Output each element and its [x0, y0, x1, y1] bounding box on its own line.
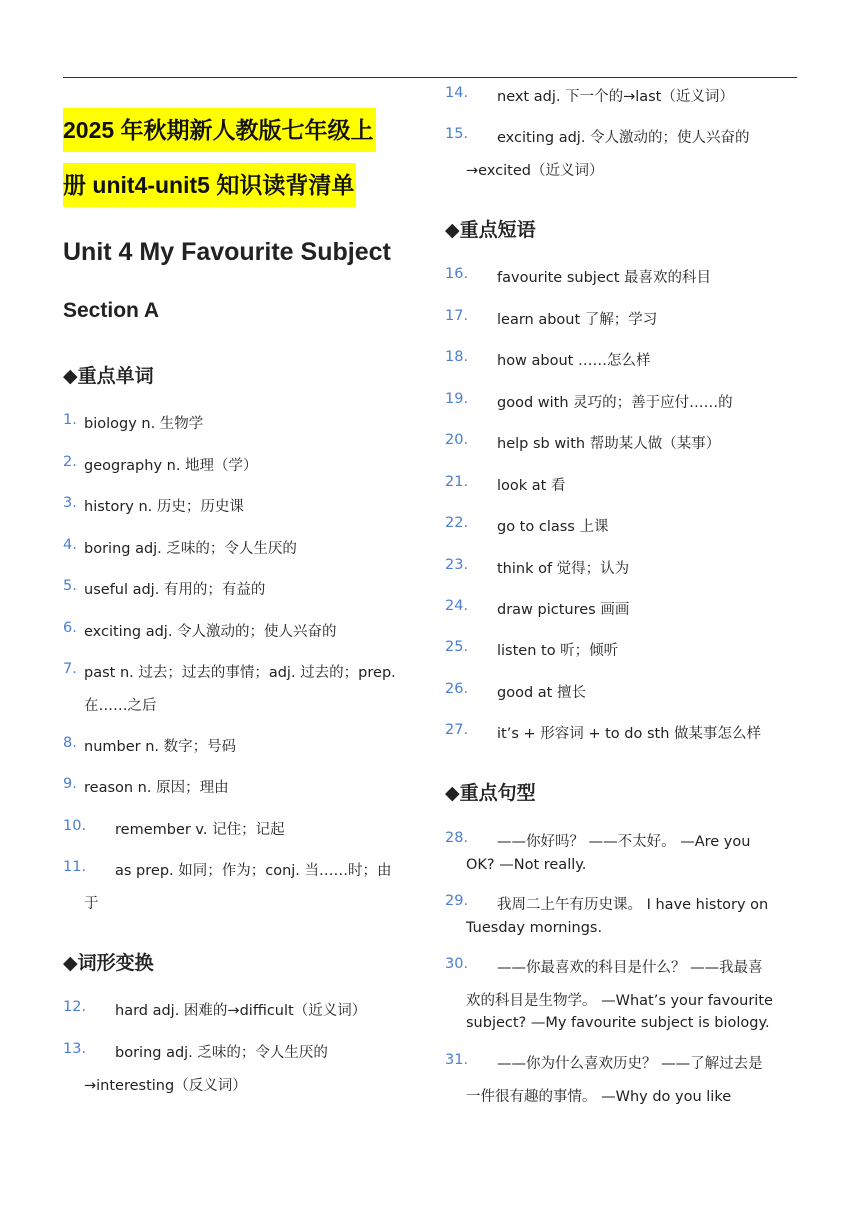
item-number: 17. — [445, 308, 469, 324]
item-number: 6. — [63, 620, 77, 636]
heading-key-phrases: ◆重点短语 — [445, 219, 536, 241]
item-text: history n. 历史；历史课 — [84, 499, 244, 515]
item-text-continued: →interesting（反义词） — [84, 1078, 247, 1094]
item-text: remember v. 记住；记起 — [115, 822, 285, 838]
item-text-continued: 在……之后 — [84, 698, 157, 714]
item-number: 1. — [63, 412, 77, 428]
item-text: exciting adj. 令人激动的；使人兴奋的 — [84, 624, 337, 640]
item-number: 20. — [445, 432, 469, 448]
item-number: 7. — [63, 661, 77, 677]
item-text: geography n. 地理（学） — [84, 458, 258, 474]
item-number: 22. — [445, 515, 469, 531]
item-number: 24. — [445, 598, 469, 614]
item-number: 15. — [445, 126, 469, 142]
item-text-continued: 欢的科目是生物学。 —What’s your favourite — [466, 993, 773, 1009]
item-text: 我周二上午有历史课。 I have history on — [497, 897, 769, 913]
item-text: boring adj. 乏味的；令人生厌的 — [115, 1045, 328, 1061]
item-text: useful adj. 有用的；有益的 — [84, 582, 266, 598]
document-title-line-2: 册 unit4-unit5 知识读背清单 — [63, 163, 356, 207]
item-text: ——你为什么喜欢历史？ ——了解过去是 — [497, 1056, 763, 1072]
item-text-continued: OK? —Not really. — [466, 857, 587, 873]
item-text: go to class 上课 — [497, 519, 609, 535]
item-number: 14. — [445, 85, 469, 101]
item-text: good at 擅长 — [497, 685, 586, 701]
item-text: favourite subject 最喜欢的科目 — [497, 270, 712, 286]
item-text: next adj. 下一个的→last（近义词） — [497, 89, 734, 105]
item-number: 26. — [445, 681, 469, 697]
item-number: 9. — [63, 776, 77, 792]
document-title-line-1: 2025 年秋期新人教版七年级上 — [63, 108, 376, 152]
item-number: 8. — [63, 735, 77, 751]
item-number: 25. — [445, 639, 469, 655]
item-number: 3. — [63, 495, 77, 511]
heading-word-forms: ◆词形变换 — [63, 952, 154, 974]
unit-title: Unit 4 My Favourite Subject — [63, 238, 391, 266]
item-text: boring adj. 乏味的；令人生厌的 — [84, 541, 297, 557]
item-text-continued: Tuesday mornings. — [466, 920, 603, 936]
item-number: 23. — [445, 557, 469, 573]
item-number: 12. — [63, 999, 87, 1015]
item-text: number n. 数字；号码 — [84, 739, 237, 755]
item-number: 13. — [63, 1041, 87, 1057]
item-text-continued: 于 — [84, 896, 99, 912]
item-text: draw pictures 画画 — [497, 602, 630, 618]
heading-key-sentences: ◆重点句型 — [445, 782, 536, 804]
item-text: learn about 了解；学习 — [497, 312, 658, 328]
item-text: biology n. 生物学 — [84, 416, 204, 432]
item-text: exciting adj. 令人激动的；使人兴奋的 — [497, 130, 750, 146]
item-text: as prep. 如同；作为；conj. 当……时；由 — [115, 863, 392, 879]
item-number: 10. — [63, 818, 87, 834]
item-number: 28. — [445, 830, 469, 846]
item-number: 21. — [445, 474, 469, 490]
item-number: 2. — [63, 454, 77, 470]
item-number: 4. — [63, 537, 77, 553]
item-text: help sb with 帮助某人做（某事） — [497, 436, 721, 452]
item-number: 19. — [445, 391, 469, 407]
heading-key-words: ◆重点单词 — [63, 365, 154, 387]
item-text: listen to 听；倾听 — [497, 643, 619, 659]
item-text: good with 灵巧的；善于应付……的 — [497, 395, 733, 411]
item-number: 5. — [63, 578, 77, 594]
top-rule — [63, 77, 797, 78]
item-text: how about ……怎么样 — [497, 353, 651, 369]
item-number: 27. — [445, 722, 469, 738]
item-number: 31. — [445, 1052, 469, 1068]
item-text: ——你好吗？ ——不太好。 —Are you — [497, 834, 751, 850]
section-title: Section A — [63, 299, 160, 322]
item-number: 29. — [445, 893, 469, 909]
item-text-continued: 一件很有趣的事情。 —Why do you like — [466, 1089, 732, 1105]
item-text: past n. 过去；过去的事情；adj. 过去的；prep. — [84, 665, 396, 681]
item-number: 18. — [445, 349, 469, 365]
item-text-continued: subject? —My favourite subject is biology. — [466, 1015, 770, 1031]
item-text: reason n. 原因；理由 — [84, 780, 229, 796]
item-number: 11. — [63, 859, 87, 875]
item-text-continued: →excited（近义词） — [466, 163, 604, 179]
item-text: think of 觉得；认为 — [497, 561, 630, 577]
item-number: 16. — [445, 266, 469, 282]
item-text: look at 看 — [497, 478, 566, 494]
item-text: ——你最喜欢的科目是什么？ ——我最喜 — [497, 960, 763, 976]
item-text: it’s + 形容词 + to do sth 做某事怎么样 — [497, 726, 762, 742]
item-number: 30. — [445, 956, 469, 972]
item-text: hard adj. 困难的→difficult（近义词） — [115, 1003, 367, 1019]
